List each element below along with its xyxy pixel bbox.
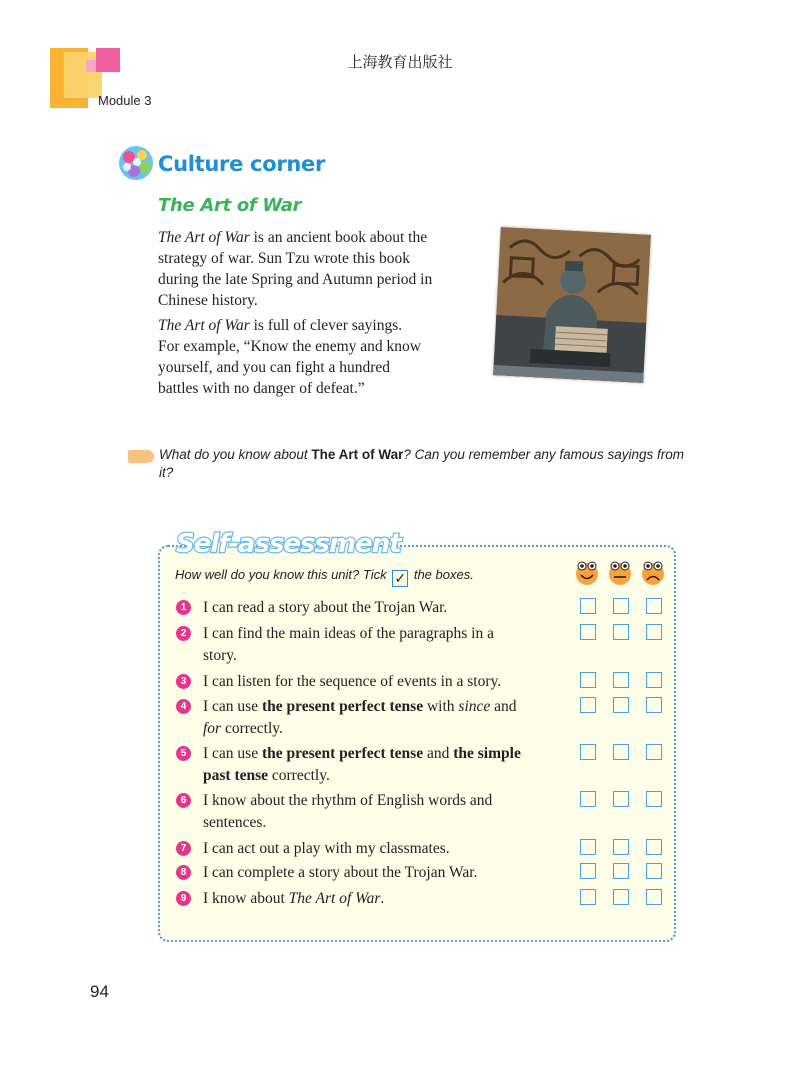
item-number-badge: 3: [176, 674, 191, 689]
item-number-badge: 2: [176, 626, 191, 641]
smile-face-icon: [574, 560, 600, 586]
checkbox-poor-item-1[interactable]: [646, 598, 662, 614]
item-number-badge: 1: [176, 600, 191, 615]
checkbox-poor-item-8[interactable]: [646, 863, 662, 879]
item-text-segment: I can find the main ideas of the paragraphs in a: [203, 625, 494, 642]
checkbox-ok-item-6[interactable]: [613, 791, 629, 807]
item-number-badge: 7: [176, 841, 191, 856]
item-text-segment: correctly.: [221, 720, 283, 737]
checkbox-ok-item-9[interactable]: [613, 889, 629, 905]
culture-corner-icon: [118, 145, 154, 181]
self-assessment-item-2: [203, 623, 563, 667]
item-text-segment: for: [203, 720, 222, 737]
publisher-name: 上海教育出版社: [347, 53, 453, 71]
checkbox-good-item-2[interactable]: [580, 624, 596, 640]
checkbox-poor-item-6[interactable]: [646, 791, 662, 807]
item-text-segment: story.: [203, 647, 237, 664]
item-text-segment: I can use: [203, 745, 262, 762]
item-number-badge: 4: [176, 699, 191, 714]
question-marker: [128, 450, 154, 463]
checkbox-poor-item-9[interactable]: [646, 889, 662, 905]
item-number-badge: 6: [176, 793, 191, 808]
item-text-segment: and: [490, 698, 517, 715]
checkbox-ok-item-5[interactable]: [613, 744, 629, 760]
self-assessment-item-4: [203, 696, 563, 740]
art-of-war-heading: The Art of War: [158, 195, 302, 216]
checkbox-poor-item-4[interactable]: [646, 697, 662, 713]
item-text-segment: .: [380, 890, 385, 907]
checkbox-poor-item-7[interactable]: [646, 839, 662, 855]
checkbox-good-item-3[interactable]: [580, 672, 596, 688]
item-number-badge: 8: [176, 865, 191, 880]
self-assessment-item-7: [203, 838, 563, 860]
page-number: 94: [90, 982, 109, 1001]
checkbox-ok-item-1[interactable]: [613, 598, 629, 614]
item-text-segment: past tense: [203, 767, 269, 784]
self-assessment-item-1: [203, 597, 563, 619]
module-label: Module 3: [98, 93, 152, 108]
checkbox-poor-item-2[interactable]: [646, 624, 662, 640]
checkbox-ok-item-3[interactable]: [613, 672, 629, 688]
self-assessment-title: [172, 518, 401, 564]
item-text-segment: sentences.: [203, 814, 267, 831]
self-assessment-title-text: Self-assessment: [176, 529, 401, 559]
checkbox-good-item-8[interactable]: [580, 863, 596, 879]
checkbox-ok-item-2[interactable]: [613, 624, 629, 640]
self-assessment-item-3: [203, 671, 563, 693]
item-text-segment: The Art of War: [288, 890, 381, 907]
tick-example-icon: ✓: [392, 570, 408, 587]
checkbox-good-item-5[interactable]: [580, 744, 596, 760]
paragraph-1: The Art of War is an ancient book about the strategy of war. Sun Tzu wrote this book during the late Spring and Autumn period in Chinese history.: [158, 229, 433, 309]
checkbox-good-item-1[interactable]: [580, 598, 596, 614]
checkbox-poor-item-5[interactable]: [646, 744, 662, 760]
item-number-badge: 5: [176, 746, 191, 761]
item-text-segment: I can complete a story about the Trojan War.: [203, 864, 478, 881]
checkbox-good-item-6[interactable]: [580, 791, 596, 807]
sun-tzu-statue-photo: [493, 227, 651, 383]
item-text-segment: I know about: [203, 890, 289, 907]
frown-face-icon: [640, 560, 666, 586]
statue-illustration: [493, 227, 651, 383]
item-text-segment: I know about the rhythm of English words and: [203, 792, 493, 809]
discussion-question: What do you know about The Art of War? Can you remember any famous sayings from it?: [159, 447, 684, 480]
self-assessment-item-5: [203, 743, 563, 787]
item-text-segment: correctly.: [268, 767, 330, 784]
item-text-segment: and: [423, 745, 454, 762]
paragraph-2: The Art of War is full of clever sayings. For example, “Know the enemy and know yourself, and you can fight a hundred battles with no danger of defeat.”: [158, 317, 422, 397]
checkbox-ok-item-4[interactable]: [613, 697, 629, 713]
book-title-italic: The Art of War: [158, 229, 250, 246]
item-text-segment: I can use: [203, 698, 262, 715]
checkbox-good-item-9[interactable]: [580, 889, 596, 905]
self-assessment-instruction: How well do you know this unit? Tick ✓ the boxes.: [175, 567, 474, 586]
checkbox-good-item-4[interactable]: [580, 697, 596, 713]
item-number-badge: 9: [176, 891, 191, 906]
item-text-segment: the present perfect tense: [261, 698, 424, 715]
neutral-face-icon: [607, 560, 633, 586]
item-text-segment: I can act out a play with my classmates.: [203, 840, 450, 857]
culture-corner-title: Culture corner: [158, 152, 326, 176]
item-text-segment: with: [423, 698, 459, 715]
item-text-segment: the present perfect tense: [261, 745, 424, 762]
item-text-segment: the simple: [453, 745, 521, 762]
book-title-italic: The Art of War: [158, 317, 250, 334]
item-text-segment: I can listen for the sequence of events in a story.: [203, 673, 502, 690]
checkbox-good-item-7[interactable]: [580, 839, 596, 855]
self-assessment-item-6: [203, 790, 563, 834]
checkbox-poor-item-3[interactable]: [646, 672, 662, 688]
item-text-segment: since: [458, 698, 491, 715]
item-text-segment: I can read a story about the Trojan War.: [203, 599, 448, 616]
checkbox-ok-item-7[interactable]: [613, 839, 629, 855]
self-assessment-item-8: [203, 862, 563, 884]
checkbox-ok-item-8[interactable]: [613, 863, 629, 879]
self-assessment-item-9: [203, 888, 563, 910]
